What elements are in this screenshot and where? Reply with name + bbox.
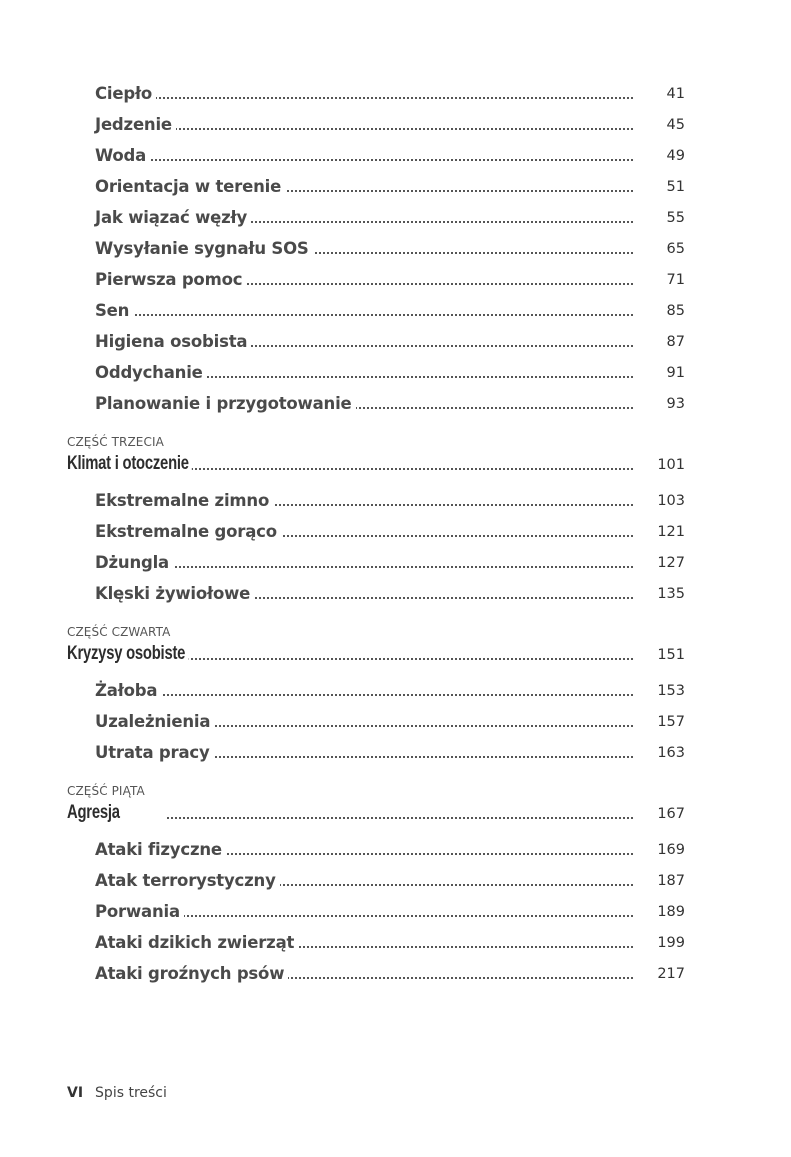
table-of-contents [0, 81, 791, 992]
toc-entry[interactable] [95, 236, 685, 267]
toc-entry-page: 103 [657, 493, 685, 509]
toc-entry-title: Ataki groźnych psów [95, 964, 288, 983]
toc-entry-title: Jak wiązać węzły [95, 208, 251, 227]
toc-entry[interactable] [95, 298, 685, 329]
toc-entry[interactable] [95, 267, 685, 298]
toc-entry-page: 187 [657, 873, 685, 889]
toc-entry-page: 121 [657, 524, 685, 540]
toc-entry-page: 127 [657, 555, 685, 571]
toc-entry[interactable] [95, 391, 685, 422]
toc-entry-title: Jedzenie [95, 115, 176, 134]
toc-entry-page: 55 [666, 210, 685, 226]
dot-leader [95, 313, 633, 316]
toc-entry[interactable] [95, 837, 685, 868]
part-page: 151 [657, 647, 685, 663]
toc-entry-page: 71 [666, 272, 685, 288]
toc-entry-page: 85 [666, 303, 685, 319]
toc-entry[interactable] [95, 329, 685, 360]
toc-entry-page: 65 [666, 241, 685, 257]
part-heading-entry[interactable] [67, 452, 685, 488]
toc-entry-title: Ekstremalne gorąco [95, 522, 281, 541]
toc-entry-title: Oddychanie [95, 363, 207, 382]
part-heading-entry[interactable] [67, 801, 685, 837]
toc-entry-page: 49 [666, 148, 685, 164]
toc-entry-page: 93 [666, 396, 685, 412]
part-title: Agresja [67, 802, 123, 824]
toc-entry-page: 135 [657, 586, 685, 602]
toc-entry-title: Ekstremalne zimno [95, 491, 273, 510]
toc-entry[interactable] [95, 519, 685, 550]
toc-entry-page: 51 [666, 179, 685, 195]
dot-leader [167, 657, 633, 660]
part-page: 167 [657, 806, 685, 822]
dot-leader [167, 816, 633, 819]
toc-entry[interactable] [95, 581, 685, 612]
part-label: CZĘŚĆ PIĄTA [67, 784, 145, 798]
toc-entry-title: Ataki fizyczne [95, 840, 226, 859]
part-heading-entry[interactable] [67, 642, 685, 678]
toc-entry[interactable] [95, 174, 685, 205]
toc-entry-page: 157 [657, 714, 685, 730]
toc-entry-title: Klęski żywiołowe [95, 584, 254, 603]
toc-entry[interactable] [95, 709, 685, 740]
footer-page-number: VI [67, 1085, 84, 1101]
toc-entry[interactable] [95, 550, 685, 581]
toc-entry-page: 189 [657, 904, 685, 920]
toc-entry[interactable] [95, 868, 685, 899]
toc-entry[interactable] [95, 961, 685, 992]
part-label: CZĘŚĆ TRZECIA [67, 435, 164, 449]
toc-entry-title: Żałoba [95, 681, 161, 700]
toc-entry[interactable] [95, 899, 685, 930]
dot-leader [95, 565, 633, 568]
part-label: CZĘŚĆ CZWARTA [67, 625, 171, 639]
toc-entry-title: Higiena osobista [95, 332, 251, 351]
toc-entry-title: Atak terrorystyczny [95, 871, 280, 890]
toc-entry-page: 169 [657, 842, 685, 858]
part-title: Klimat i otoczenie [67, 453, 192, 475]
toc-entry-page: 41 [666, 86, 685, 102]
toc-entry[interactable] [95, 112, 685, 143]
toc-entry-title: Orientacja w terenie [95, 177, 285, 196]
toc-entry-page: 199 [657, 935, 685, 951]
dot-leader [95, 693, 633, 696]
toc-entry-title: Sen [95, 301, 133, 320]
dot-leader [95, 158, 633, 161]
toc-entry[interactable] [95, 143, 685, 174]
toc-entry[interactable] [95, 360, 685, 391]
page-footer [67, 1085, 167, 1101]
toc-entry-title: Planowanie i przygotowanie [95, 394, 356, 413]
toc-entry[interactable] [95, 488, 685, 519]
toc-entry[interactable] [95, 678, 685, 709]
toc-entry[interactable] [95, 740, 685, 771]
toc-entry-title: Woda [95, 146, 150, 165]
toc-entry-page: 153 [657, 683, 685, 699]
part-title: Kryzysy osobiste [67, 643, 188, 665]
footer-section-title: Spis treści [95, 1085, 167, 1101]
toc-entry-title: Porwania [95, 902, 184, 921]
dot-leader [167, 467, 633, 470]
dot-leader [95, 96, 633, 99]
part-page: 101 [657, 457, 685, 473]
toc-entry[interactable] [95, 205, 685, 236]
toc-entry-page: 217 [657, 966, 685, 982]
toc-entry-title: Dżungla [95, 553, 173, 572]
toc-entry-title: Ciepło [95, 84, 156, 103]
toc-entry[interactable] [95, 930, 685, 961]
toc-entry[interactable] [95, 81, 685, 112]
toc-entry-page: 45 [666, 117, 685, 133]
toc-entry-page: 163 [657, 745, 685, 761]
toc-entry-title: Wysyłanie sygnału SOS [95, 239, 313, 258]
toc-entry-title: Ataki dzikich zwierząt [95, 933, 298, 952]
toc-entry-page: 87 [666, 334, 685, 350]
toc-entry-title: Utrata pracy [95, 743, 214, 762]
toc-entry-page: 91 [666, 365, 685, 381]
toc-entry-title: Pierwsza pomoc [95, 270, 246, 289]
toc-entry-title: Uzależnienia [95, 712, 214, 731]
